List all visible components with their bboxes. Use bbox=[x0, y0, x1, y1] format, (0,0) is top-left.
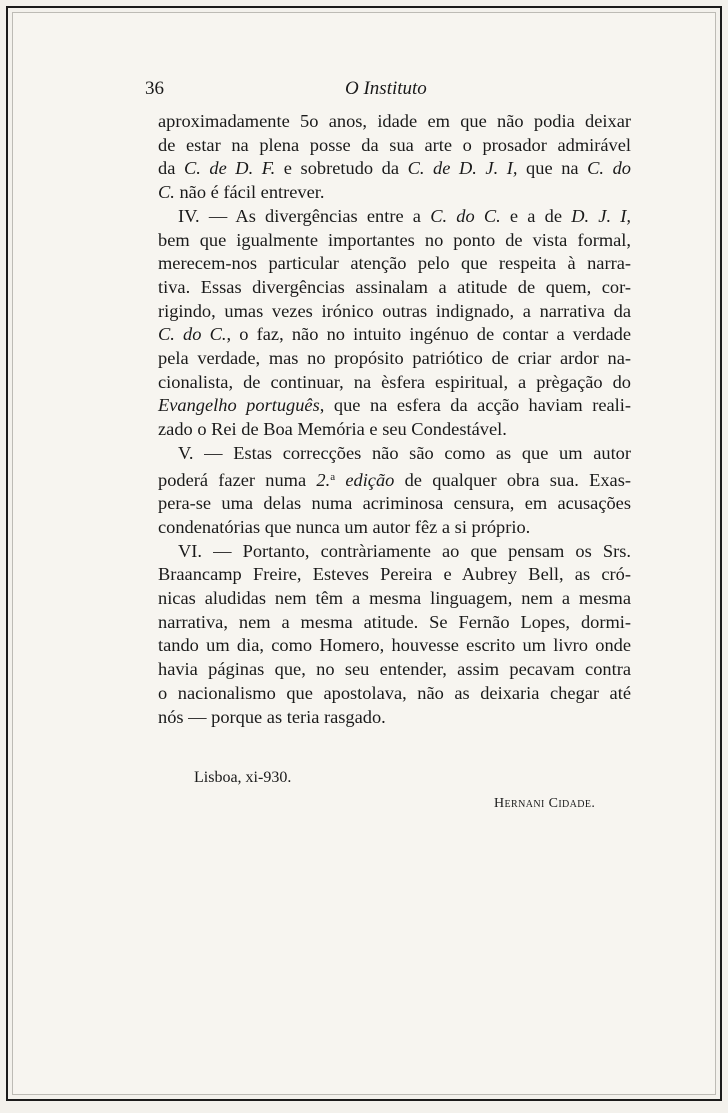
text-line: poderá fazer numa 2.$^a$ edição de qualquer obra sua. Exas- bbox=[158, 469, 631, 490]
text-line: de estar na plena posse da sua arte o prosador admirável bbox=[158, 134, 631, 155]
text-line: o nacionalismo que apostolava, não as deixaria chegar até bbox=[158, 682, 631, 703]
text-line: pera-se uma delas numa acriminosa censura, em acusações bbox=[158, 493, 631, 514]
text-line: da C. de D. F. e sobretudo da C. de D. J. I, que na C. do bbox=[158, 158, 631, 179]
text-line: aproximadamente 5o anos, idade em que não podia deixar bbox=[158, 111, 631, 131]
paragraph-vi-line: VI. — Portanto, contràriamente ao que pensam os Srs. bbox=[178, 540, 631, 561]
book-page bbox=[6, 6, 722, 1101]
text-line: zado o Rei de Boa Memória e seu Condestável. bbox=[158, 419, 507, 440]
text-line: Evangelho português, que na esfera da acção haviam reali- bbox=[158, 395, 631, 416]
paragraph-v-line: V. — Estas correcções não são como as que um autor bbox=[178, 442, 631, 463]
text-line: narrativa, nem a mesma atitude. Se Fernão Lopes, dormi- bbox=[158, 611, 631, 632]
text-line: bem que igualmente importantes no ponto de vista formal, bbox=[158, 229, 631, 250]
text-line: nicas aludidas nem têm a mesma linguagem, nem a mesma bbox=[158, 588, 631, 609]
text-line: havia páginas que, no seu entender, assim pecavam contra bbox=[158, 659, 631, 680]
text-line: cionalista, de continuar, na èsfera espiritual, a prègação do bbox=[158, 371, 631, 392]
text-line: C. não é fácil entrever. bbox=[158, 182, 325, 203]
text-line: Braancamp Freire, Esteves Pereira e Aubrey Bell, as cró- bbox=[158, 564, 631, 585]
text-line: nós — porque as teria rasgado. bbox=[158, 706, 386, 727]
page-header bbox=[145, 78, 625, 102]
running-title: O Instituto bbox=[345, 78, 427, 99]
text-line: tando um dia, como Homero, houvesse escrito um livro onde bbox=[158, 635, 631, 656]
text-line: C. do C., o faz, não no intuito ingénuo de contar a verdade bbox=[158, 324, 631, 345]
paragraph-iv-line: IV. — As divergências entre a C. do C. e a de D. J. I, bbox=[178, 205, 631, 226]
body-text bbox=[158, 110, 631, 729]
text-line: merecem-nos particular atenção pelo que respeita à narra- bbox=[158, 253, 631, 274]
text-line: rigindo, umas vezes irónico outras indignado, a narrativa da bbox=[158, 300, 631, 321]
text-line: condenatórias que nunca um autor fêz a si próprio. bbox=[158, 516, 531, 537]
text-line: pela verdade, mas no propósito patriótico de criar ardor na- bbox=[158, 348, 631, 369]
place-date: Lisboa, xi-930. bbox=[194, 769, 292, 786]
author-signature: Hernani Cidade. bbox=[494, 796, 596, 811]
text-line: tiva. Essas divergências assinalam a atitude de quem, cor- bbox=[158, 276, 631, 297]
page-number: 36 bbox=[145, 78, 164, 99]
